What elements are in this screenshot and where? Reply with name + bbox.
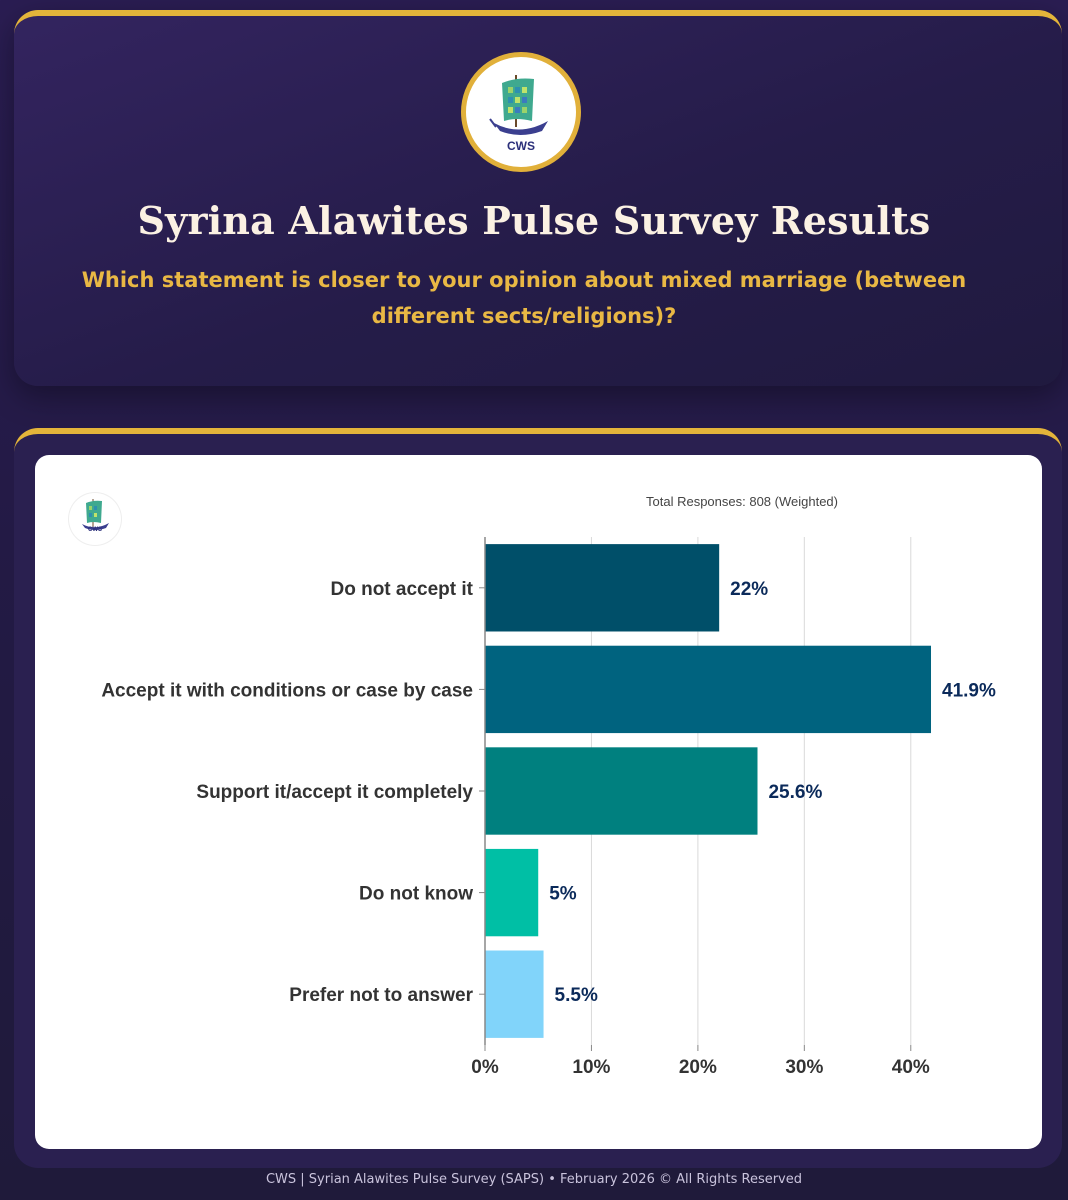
category-label: Support it/accept it completely: [196, 782, 473, 803]
x-tick-label: 30%: [785, 1057, 824, 1078]
x-tick-label: 0%: [471, 1057, 499, 1078]
value-label: 5.5%: [554, 985, 598, 1007]
x-tick-label: 40%: [891, 1057, 930, 1078]
category-label: Do not know: [359, 883, 473, 905]
x-tick-label: 10%: [572, 1057, 611, 1078]
bar: [485, 849, 538, 936]
logo-label: CWS: [507, 139, 535, 153]
category-label: Do not accept it: [330, 578, 473, 600]
category-label: Prefer not to answer: [289, 985, 473, 1007]
chart-logo-label: CWS: [88, 527, 102, 533]
value-label: 25.6%: [768, 782, 823, 803]
x-tick-label: 20%: [678, 1057, 717, 1078]
footer-text: CWS | Syrian Alawites Pulse Survey (SAPS) • February 2026 © All Rights Reserved: [265, 1172, 803, 1187]
total-responses-note: Total Responses: 808 (Weighted): [646, 494, 838, 509]
page-title: Syrina Alawites Pulse Survey Results: [137, 198, 931, 243]
value-label: 41.9%: [942, 680, 996, 702]
survey-question: Which statement is closer to your opinion about mixed marriage (between different sects/religions)?: [81, 268, 967, 328]
bar: [485, 747, 757, 834]
category-label: Accept it with conditions or case by case: [101, 680, 473, 702]
bar: [485, 544, 719, 631]
value-label: 5%: [549, 883, 577, 905]
value-label: 22%: [730, 578, 769, 600]
bar: [485, 646, 931, 733]
bar: [485, 951, 544, 1038]
